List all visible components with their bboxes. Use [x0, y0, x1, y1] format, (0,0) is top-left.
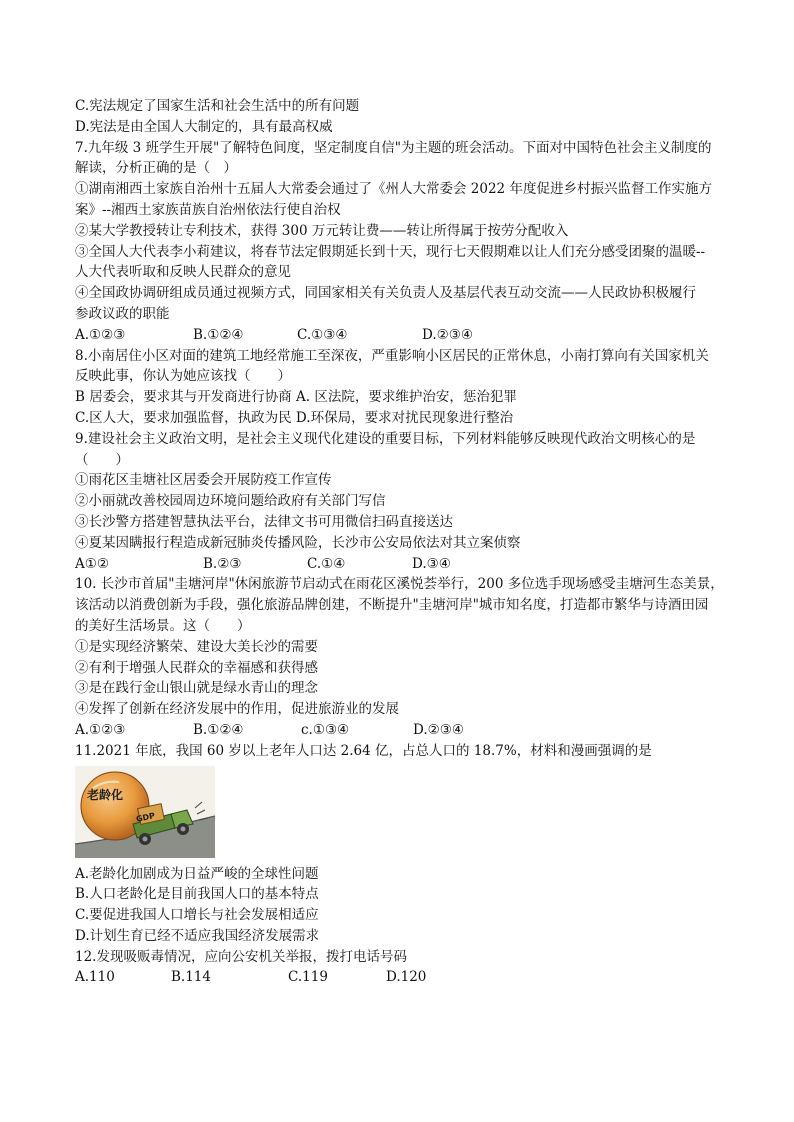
q12-options: [75, 967, 735, 988]
q10-stem-line-1: 10. 长沙市首届"圭塘河岸"休闲旅游节启动式在雨花区溪悦荟举行，200 多位选手现场感受圭塘河生态美景，: [75, 576, 724, 593]
q12-option-c: C.119: [288, 969, 328, 986]
q7-stem-line-2: 解读，分析正确的是（ ）: [75, 160, 237, 177]
q8-stem-line-2: 反映此事，你认为她应该找（ ）: [75, 368, 291, 385]
q10-stem-line-3: 的美好生活场景。这（ ）: [75, 617, 251, 634]
q9-statement-4: ④夏某因瞒报行程造成新冠肺炎传播风险，长沙市公安局依法对其立案侦察: [75, 534, 521, 551]
q7-statement-3b: 人大代表听取和反映人民群众的意见: [75, 264, 291, 281]
q9-stem-line-2: （ ）: [75, 451, 129, 468]
q9-statement-2: ②小丽就改善校园周边环境问题给政府有关部门写信: [75, 493, 386, 510]
q10-statement-4: ④发挥了创新在经济发展中的作用，促进旅游业的发展: [75, 701, 399, 718]
q11-option-a: A.老龄化加剧成为日益严峻的全球性问题: [75, 865, 319, 882]
q11-stem: 11.2021 年底，我国 60 岁以上老年人口达 2.64 亿，占总人口的 18.7%，材料和漫画强调的是: [75, 742, 652, 759]
q8-options-cd: C.区人大，要求加强监督，执政为民 D.环保局，要求对扰民现象进行整治: [75, 409, 514, 426]
q9-option-b: B.②③: [203, 555, 242, 572]
cartoon-ball-label: 老龄化: [87, 787, 124, 802]
q7-option-b: B.①②④: [193, 326, 244, 343]
q7-options: [75, 325, 735, 346]
q9-options: [75, 554, 735, 575]
q10-stem-line-2: 该活动以消费创新为手段，强化旅游品牌创建，不断提升"圭塘河岸"城市知名度，打造都市繁华与诗酒田园: [75, 597, 709, 614]
q12-option-a: A.110: [75, 969, 115, 986]
q7-statement-1a: ①湖南湘西土家族自治州十五届人大常委会通过了《州人大常委会 2022 年度促进乡村振兴监督工作实施方: [75, 181, 712, 198]
q9-option-d: D.③④: [412, 555, 451, 572]
q10-statement-1: ①是实现经济繁荣、建设大美长沙的需要: [75, 638, 318, 655]
q10-options: [75, 720, 735, 741]
q11-option-d: D.计划生育已经不适应我国经济发展需求: [75, 927, 320, 944]
cartoon-drawing: [75, 766, 215, 858]
q6-option-c: C.宪法规定了国家生活和社会生活中的所有问题: [75, 98, 360, 114]
q7-stem-line-1: 7.九年级 3 班学生开展"了解特色间度，坚定制度自信"为主题的班会活动。下面对中国特色社会主义制度的: [75, 139, 712, 156]
q7-statement-3a: ③全国人大代表李小莉建议，将春节法定假期延长到十天，现行七天假期难以让人们充分感受团聚的温暖--: [75, 243, 706, 260]
q7-statement-4a: ④全国政协调研组成员通过视频方式，同国家相关有关负责人及基层代表互动交流——人民政协积极履行: [75, 285, 696, 302]
q11-option-b: B.人口老龄化是目前我国人口的基本特点: [75, 886, 319, 903]
q7-statement-2: ②某大学教授转让专利技术，获得 300 万元转让费——转让所得属于按劳分配收入: [75, 222, 569, 239]
q7-statement-1b: 案》--湘西土家族苗族自治州依法行使自治权: [75, 201, 341, 218]
q9-option-a: A①②: [75, 555, 109, 572]
q8-stem-line-1: 8.小南居住小区对面的建筑工地经常施工至深夜，严重影响小区居民的正常休息，小南打算向有关国家机关: [75, 347, 709, 364]
q10-option-a: A.①②③: [75, 721, 126, 738]
q10-option-b: B.①②④: [193, 721, 244, 738]
q9-statement-3: ③长沙警方搭建智慧执法平台，法律文书可用微信扫码直接送达: [75, 513, 453, 530]
aging-gdp-cartoon: [75, 766, 215, 858]
q11-option-c: C.要促进我国人口增长与社会发展相适应: [75, 907, 319, 924]
exam-content: [75, 96, 735, 988]
cartoon-truck-label: GDP: [135, 810, 156, 824]
q12-stem: 12.发现吸贩毒情况，应向公安机关举报，拨打电话号码: [75, 948, 407, 965]
q10-statement-3: ③是在践行金山银山就是绿水青山的理念: [75, 680, 318, 697]
q12-option-b: B.114: [171, 969, 211, 986]
q10-statement-2: ②有利于增强人民群众的幸福感和获得感: [75, 659, 318, 676]
q7-statement-4b: 参政议政的职能: [75, 305, 170, 322]
q12-option-d: D.120: [386, 969, 427, 986]
q8-options-ab: B 居委会，要求其与开发商进行协商 A. 区法院，要求维护治安，惩治犯罪: [75, 389, 517, 406]
q10-option-c: c.①③④: [301, 721, 350, 738]
q7-option-d: D.②③④: [422, 326, 473, 343]
q6-option-d: D.宪法是由全国人大制定的，具有最高权威: [75, 118, 333, 135]
q9-statement-1: ①雨花区圭塘社区居委会开展防疫工作宣传: [75, 472, 332, 489]
q7-option-a: A.①②③: [75, 326, 126, 343]
q7-option-c: C.①③④: [297, 326, 348, 343]
q9-stem-line-1: 9.建设社会主义政治文明，是社会主义现代化建设的重要目标，下列材料能够反映现代政治文明核心的是: [75, 430, 696, 447]
q9-option-c: C.①④: [307, 555, 346, 572]
q10-option-d: D.②③④: [413, 721, 464, 738]
